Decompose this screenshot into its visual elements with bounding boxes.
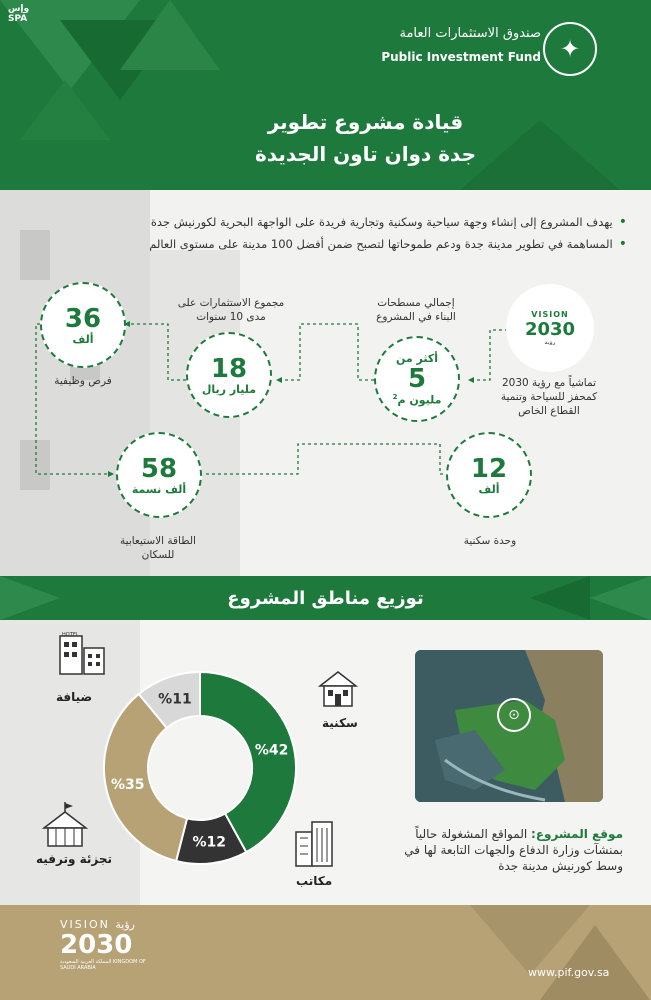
label-retail: تجزئة وترفيه	[36, 852, 113, 866]
palm-swords-emblem-icon: ✦	[543, 22, 597, 76]
office-tower-icon	[292, 818, 336, 868]
donut-label-2: %35	[111, 777, 145, 794]
stat-investment-circle	[186, 332, 272, 418]
vision-caption: تماشياً مع رؤية 2030 كمحفز للسياحة وتنمية القطاع الخاص	[500, 377, 598, 417]
stat-value: 58	[140, 453, 178, 484]
stat-investment-caption: مجموع الاستثمارات على مدى 10 سنوات	[177, 297, 285, 323]
stat-housing-circle	[446, 432, 532, 518]
stat-capacity-circle	[116, 432, 202, 518]
section-title: توزيع مناطق المشروع	[227, 588, 424, 609]
vision-badge-text: VISION	[531, 310, 569, 319]
location-text: المواقع المشغولة حالياً بمنشآت وزارة الدفاع والجهات التابعة لها في وسط كورنيش مدينة جدة	[404, 827, 623, 873]
arrow-icon	[108, 471, 114, 477]
arrow-icon	[468, 377, 474, 383]
stat-jobs-caption: فرص وظيفية	[54, 375, 112, 387]
stat-housing-caption: وحدة سكنية	[463, 535, 517, 547]
donut-hole	[149, 717, 251, 819]
stat-unit: مليون م$^2$	[392, 392, 442, 407]
stat-unit: مليار ريال	[201, 382, 257, 396]
tent-retail-icon	[40, 800, 90, 850]
vision-year-text: 2030	[524, 319, 576, 340]
house-icon	[318, 670, 358, 708]
vision-2030-logo	[506, 284, 594, 372]
donut-label-1: %12	[192, 834, 227, 851]
stat-value: 12	[470, 453, 508, 484]
satellite-map	[415, 650, 603, 802]
bullet-item: •المساهمة في تطوير مدينة جدة ودعم طموحاتها لتصبح ضمن أفضل 100 مدينة على مستوى العالم	[149, 236, 627, 252]
label-offices: مكاتب	[296, 874, 333, 888]
label-hospitality: ضيافة	[56, 690, 93, 704]
footer-vision-logo: VISION رؤية 2030 المملكة العربية السعودية KINGDOM OF SAUDI ARABIA	[60, 918, 146, 971]
org-name-arabic: صندوق الاستثمارات العامة	[399, 26, 541, 41]
location-label: موقع المشروع:	[531, 827, 623, 841]
hotel-sign: HOTEL	[62, 632, 79, 638]
stat-value: 5	[407, 363, 427, 394]
stat-value: 18	[210, 353, 248, 384]
page-title-line2: جدة دوان تاون الجديدة	[254, 142, 476, 166]
stat-jobs-circle	[40, 282, 126, 368]
donut-label-0: %42	[254, 742, 289, 759]
bullet-item: •يهدف المشروع إلى إنشاء وجهة سياحية وسكنية وتجارية فريدة على الواجهة البحرية لكورنيش جدة	[150, 214, 627, 230]
stat-prefix: أكثر من	[395, 351, 439, 365]
stat-unit: ألف نسمة	[131, 482, 187, 496]
vision-arabic-text: رؤية	[544, 340, 556, 346]
stat-unit: ألف	[478, 482, 500, 496]
donut-label-3: %11	[158, 691, 192, 708]
org-name-english: Public Investment Fund	[381, 50, 541, 64]
stat-area-caption: إجمالي مسطحات البناء في المشروع	[376, 297, 456, 323]
stat-unit: ألف	[72, 332, 94, 346]
distribution-donut-chart	[100, 668, 300, 868]
label-residential: سكنية	[322, 716, 358, 730]
page-title-line1: قيادة مشروع تطوير	[267, 110, 464, 134]
location-pin-icon: ⊙	[497, 698, 531, 732]
stat-capacity-caption: الطاقة الاستيعابية للسكان	[120, 535, 196, 561]
stat-area-circle	[374, 336, 460, 422]
spa-logo: وإس SPA	[8, 4, 30, 24]
website-link[interactable]: www.pif.gov.sa	[528, 966, 610, 979]
location-description	[383, 826, 623, 874]
stat-value: 36	[64, 303, 102, 334]
arrow-icon	[276, 377, 282, 383]
